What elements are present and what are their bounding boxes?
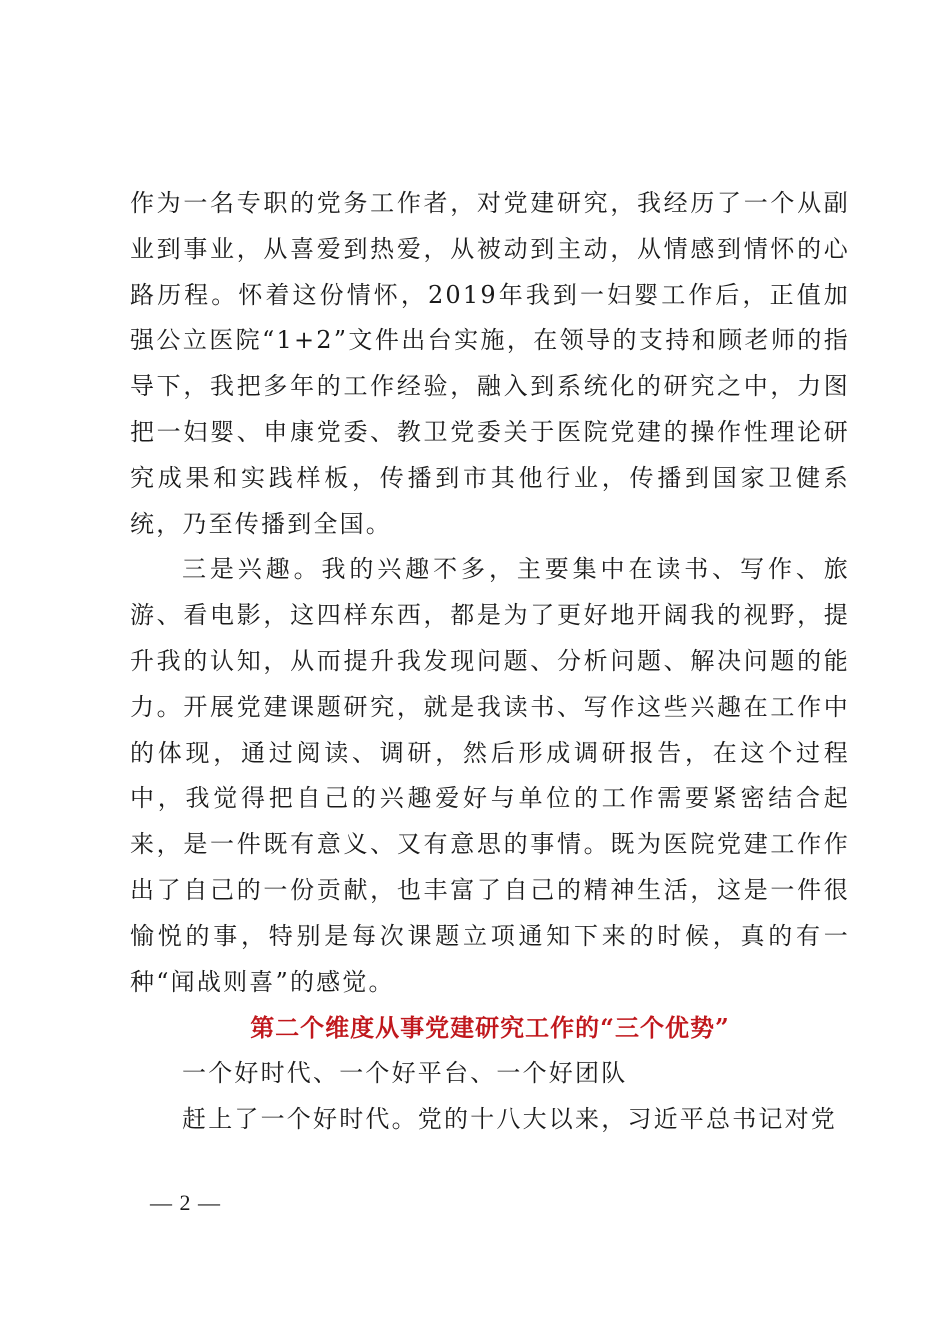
paragraph-continued: 作为一名专职的党务工作者，对党建研究，我经历了一个从副业到事业，从喜爱到热爱，从被动到主动，从情感到情怀的心路历程。怀着这份情怀，2019年我到一妇婴工作后，正值加强公立医院“1+2”文件出台实施，在领导的支持和顾老师的指导下，我把多年的工作经验，融入到系统化的研究之中，力图把一妇婴、申康党委、教卫党委关于医院党建的操作性理论研究成果和实践样板，传播到市其他行业，传播到国家卫健系统，乃至传播到全国。	[130, 189, 850, 538]
paragraph-interest: 三是兴趣。我的兴趣不多，主要集中在读书、写作、旅游、看电影，这四样东西，都是为了更好地开阔我的视野，提升我的认知，从而提升我发现问题、分析问题、解决问题的能力。开展党建课题研究，就是我读书、写作这些兴趣在工作中的体现，通过阅读、调研，然后形成调研报告，在这个过程中，我觉得把自己的兴趣爱好与单位的工作需要紧密结合起来，是一件既有意义、又有意思的事情。既为医院党建工作作出了自己的一份贡献，也丰富了自己的精神生活，这是一件很愉悦的事，特别是每次课题立项通知下来的时候，真的有一种“闻战则喜”的感觉。	[130, 555, 850, 996]
subheading: 一个好时代、一个好平台、一个好团队	[182, 1059, 628, 1088]
section-heading: 第二个维度从事党建研究工作的“三个优势”	[250, 1013, 730, 1043]
page-number: — 2 —	[150, 1190, 221, 1215]
closing-line: 赶上了一个好时代。党的十八大以来，习近平总书记对党	[182, 1104, 837, 1133]
document-body	[130, 181, 850, 1143]
